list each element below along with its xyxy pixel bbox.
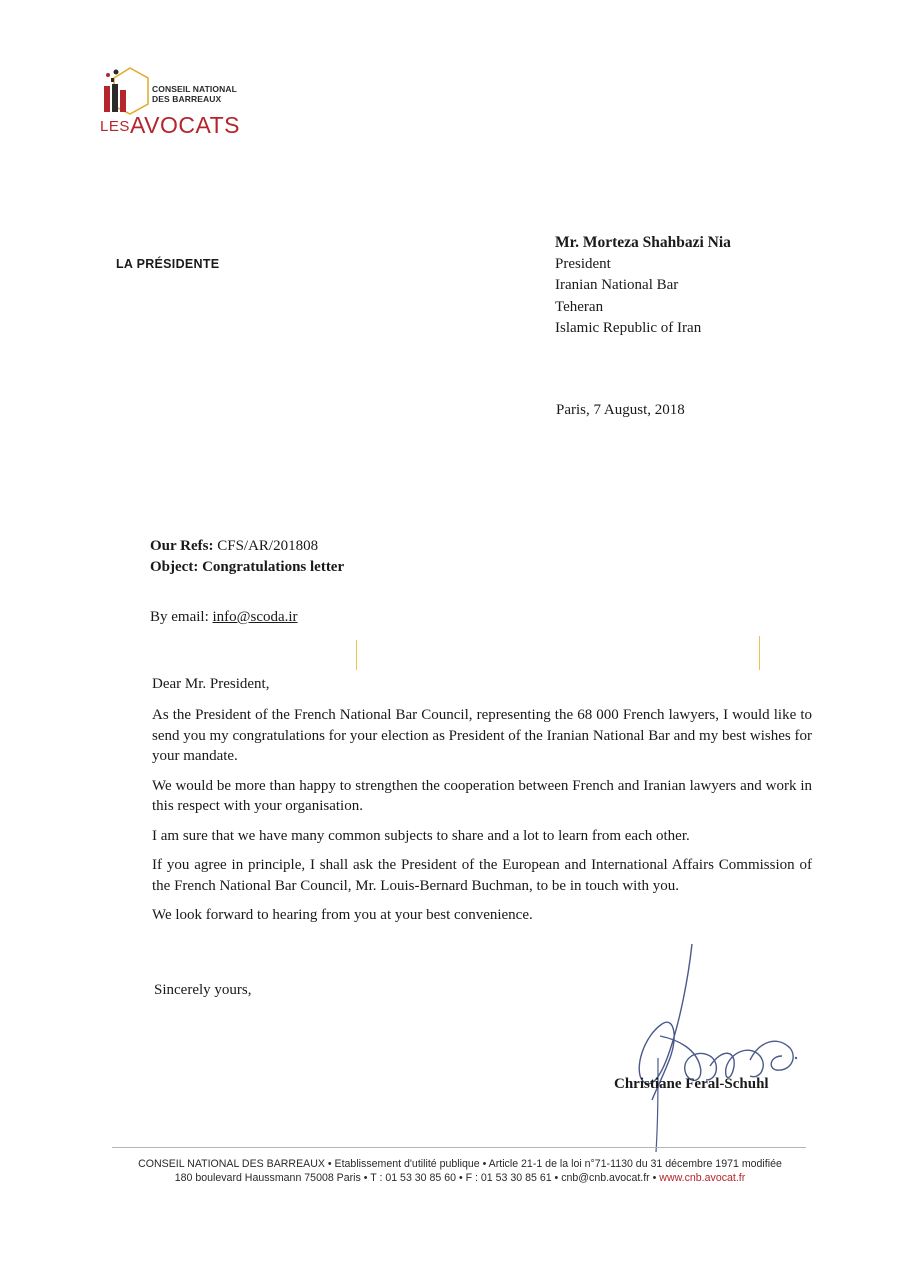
salutation: Dear Mr. President, bbox=[152, 676, 270, 692]
recipient-country: Islamic Republic of Iran bbox=[555, 320, 702, 336]
logo-line-barreaux: DES BARREAUX bbox=[152, 94, 222, 104]
letter-footer bbox=[100, 1157, 820, 1185]
recipient-city: Teheran bbox=[555, 298, 604, 315]
refs-line bbox=[150, 536, 344, 557]
footer-divider bbox=[112, 1147, 806, 1148]
email-line bbox=[150, 609, 298, 626]
footer-line-1: CONSEIL NATIONAL DES BARREAUX • Etablissement d'utilité publique • Article 21-1 de la loi n°71-1130 du 31 décembre 1971 modifiée bbox=[138, 1158, 782, 1170]
object-value: Congratulations letter bbox=[202, 559, 345, 575]
refs-value: CFS/AR/201808 bbox=[217, 538, 319, 554]
recipient-organisation: Iranian National Bar bbox=[555, 277, 679, 293]
body-paragraph: We look forward to hearing from you at your best convenience. bbox=[152, 907, 533, 923]
object-line bbox=[150, 557, 344, 578]
email-label: By email: bbox=[150, 609, 209, 625]
handwritten-signature-icon bbox=[600, 940, 810, 1160]
cnb-logo bbox=[100, 66, 270, 146]
letter-body bbox=[152, 705, 812, 935]
logo-les: LES bbox=[100, 118, 130, 135]
body-paragraph: If you agree in principle, I shall ask the President of the European and International Affairs Commission of the French National Bar Council, Mr. Louis-Bernard Buchman, to be in touch with you. bbox=[152, 857, 812, 894]
email-link[interactable]: info@scoda.ir bbox=[212, 609, 298, 625]
body-paragraph: As the President of the French National Bar Council, representing the 68 000 French lawyers, I would like to send you my congratulations for your election as President of the Iranian National Bar and my best wishes for your mandate. bbox=[152, 707, 812, 764]
logo-avocats: AVOCATS bbox=[130, 112, 240, 138]
refs-label: Our Refs: bbox=[150, 538, 214, 554]
recipient-address bbox=[555, 232, 731, 340]
scan-mark bbox=[759, 636, 760, 670]
closing: Sincerely yours, bbox=[154, 982, 252, 998]
object-label: Object: bbox=[150, 559, 199, 575]
footer-contact: 180 boulevard Haussmann 75008 Paris • T : 01 53 30 85 60 • F : 01 53 30 85 61 • cnb@cnb.avocat.fr • bbox=[174, 1172, 657, 1184]
letter-references bbox=[150, 536, 344, 578]
sender-role: LA PRÉSIDENTE bbox=[116, 257, 220, 271]
recipient-name: Mr. Morteza Shahbazi Nia bbox=[555, 234, 731, 251]
scan-mark bbox=[356, 640, 357, 670]
body-paragraph: I am sure that we have many common subjects to share and a lot to learn from each other. bbox=[152, 827, 690, 844]
footer-website-link[interactable]: www.cnb.avocat.fr bbox=[659, 1172, 746, 1184]
logo-line-conseil: CONSEIL NATIONAL bbox=[152, 84, 237, 94]
letter-date: Paris, 7 August, 2018 bbox=[556, 402, 685, 418]
footer-line-2 bbox=[100, 1171, 820, 1185]
body-paragraph: We would be more than happy to strengthen the cooperation between French and Iranian lawyers and work in this respect with your organisation. bbox=[152, 777, 812, 814]
signer-name: Christiane Feral-Schuhl bbox=[614, 1076, 769, 1092]
recipient-title: President bbox=[555, 255, 611, 272]
